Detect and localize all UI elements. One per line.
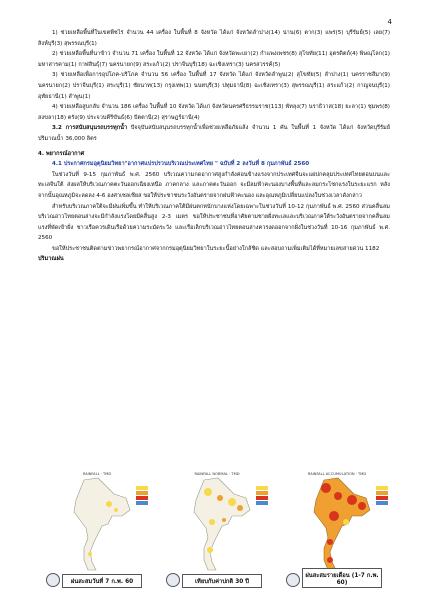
thailand-map-image — [174, 476, 260, 574]
map-caption: ฝนสะสมรายเดือน (1-7 ก.พ. 60) — [302, 568, 382, 588]
rain-area — [237, 505, 243, 511]
thailand-map-image — [294, 476, 380, 574]
tmd-logo-icon — [166, 573, 180, 587]
paragraph-1: 1) ช่วยเหลือพื้นที่ในเขตพืชไร่ จำนวน 44 เครื่อง ในพื้นที่ 8 จังหวัด ได้แก่ จังหวัดลำปาง(14) น่าน(6) ตาก(3) แพร่(5) บุรีรัมย์(5) เลย(7) สิงห์บุรี(3) สุพรรณบุรี(1) — [38, 30, 390, 47]
rain-area — [334, 492, 342, 500]
paragraph-4: 4) ช่วยเหลือสูบกลับ จำนวน 186 เครื่อง ในพื้นที่ 10 จังหวัด ได้แก่ จังหวัดนครศรีธรรมราช(113) พัทลุง(7) นราธิวาส(18) ยะลา(1) ชุมพร(8) สงขลา(18) ตรัง(9) ประจวบคีรีขันธ์(6) ปัตตานี(2) สุราษฎร์ธานี(4) — [38, 104, 390, 121]
legend-swatch — [376, 491, 388, 495]
rain-area — [343, 519, 349, 525]
document-body — [38, 28, 390, 265]
rain-area — [347, 495, 357, 505]
rainfall-map-monthly — [284, 470, 390, 588]
rain-area — [228, 498, 236, 506]
tmd-logo-icon — [286, 573, 300, 587]
legend-swatch — [256, 486, 268, 490]
rain-area — [358, 502, 366, 510]
map-top-title: RAINFALL ACCUMULATION · TMD — [307, 472, 367, 476]
rain-area — [321, 483, 331, 493]
page-number: 4 — [387, 18, 392, 26]
thailand-outline — [314, 478, 370, 570]
legend-swatch — [136, 486, 148, 490]
legend-swatch — [256, 491, 268, 495]
legend-swatch — [256, 496, 268, 500]
legend-swatch — [376, 486, 388, 490]
paragraph-2: 2) ช่วยเหลือพื้นที่นาข้าว จำนวน 71 เครื่อง ในพื้นที่ 12 จังหวัด ได้แก่ จังหวัดพะเยา(2) กำแพงเพชร(8) สุโขทัย(11) อุตรดิตถ์(4) พิษณุโลก(1) มหาสารคาม(1) กาฬสินธุ์(7) นครนายก(9) สระแก้ว(2) ปราจีนบุรี(18) ฉะเชิงเทรา(3) นครสวรรค์(5) — [38, 51, 390, 68]
legend-swatch — [256, 501, 268, 505]
thailand-outline — [194, 478, 250, 570]
map-caption: ฝนสะสมวันที่ 7 ก.พ. 60 — [62, 574, 142, 588]
rainfall-maps — [44, 470, 392, 590]
rain-section-title: ปริมาณฝน — [38, 256, 64, 263]
rainfall-map-normal — [164, 470, 270, 588]
water-truck-text: ปัจจุบันสนับสนุนรถบรรทุกน้ำเพื่อช่วยเหลือภัยแล้ง จำนวน 1 คัน ในพื้นที่ 1 จังหวัด ได้แก่ จังหวัดบุรีรัมย์ ปริมาณน้ำ 36,000 ลิตร — [38, 125, 390, 142]
legend-swatch — [376, 496, 388, 500]
rain-area — [217, 495, 223, 501]
legend-swatch — [136, 496, 148, 500]
map-top-title: RAINFALL · TMD — [82, 472, 112, 476]
map-legend — [376, 486, 388, 506]
water-truck-paragraph — [38, 123, 390, 144]
rain-area — [327, 557, 333, 563]
forecast-paragraph-3: ขอให้ประชาชนติดตามข่าวพยากรณ์อากาศจากกรมอุตุนิยมวิทยาในระยะนี้อย่างใกล้ชิด และสอบถามเพิ่มเติมได้ที่หมายเลขสายด่วน 1182 — [52, 245, 380, 252]
rain-area — [209, 519, 215, 525]
water-truck-label: 3.2 การสนับสนุนรถบรรทุกน้ำ — [52, 125, 128, 132]
forecast-paragraph-2: สำหรับบริเวณภาคใต้จะมีฝนเพิ่มขึ้น ทำให้บริเวณภาคใต้มีฝนตกหนักบางแห่งโดยเฉพาะในช่วงวันที่ 10-12 กุมภาพันธ์ พ.ศ. 2560 ส่วนคลื่นลมบริเวณอ่าวไทยตอนล่างจะมีกำลังแรงโดยมีคลื่นสูง 2-3 เมตร ขอให้ประชาชนที่อาศัยตามชายฝั่งทะเลและบริเวณภาคใต้ระวังอันตรายจากคลื่นลมแรงที่พัดเข้าฝั่ง ชาวเรือควรเดินเรือด้วยความระมัดระวัง และเรือเล็กบริเวณอ่าวไทยตอนล่างควรงดออกจากฝั่งในช่วงวันที่ 10-16 กุมภาพันธ์ พ.ศ. 2560 — [38, 203, 390, 242]
rain-area — [327, 539, 333, 545]
rain-area — [88, 552, 92, 556]
forecast-paragraph-1: ในช่วงวันที่ 9-15 กุมภาพันธ์ พ.ศ. 2560 บริเวณความกดอากาศสูงกำลังค่อนข้างแรงจากประเทศจีนจะแผ่ปกคลุมประเทศไทยตอนบนและทะเลจีนใต้ ส่งผลให้บริเวณภาคตะวันออกเฉียงเหนือ ภาคกลาง และภาคตะวันออก จะมีลมฟ้าคะนองบางพื้นที่และลมกระโชกแรงในระยะแรก หลังจากนั้นอุณหภูมิจะลดลง 4-6 องศาเซลเซียส ขอให้ประชาชนระวังอันตรายจากฝนฟ้าคะนอง และอุณหภูมิเปลี่ยนแปลงในช่วงเวลาดังกล่าว — [38, 171, 390, 199]
map-top-title: RAINFALL NORMAL · TMD — [194, 472, 240, 476]
rain-area — [222, 518, 226, 522]
rain-area — [207, 547, 213, 553]
map-caption: เทียบกับค่าปกติ 30 ปี — [182, 574, 262, 588]
legend-swatch — [376, 501, 388, 505]
rain-area — [106, 501, 112, 507]
rain-area — [204, 488, 212, 496]
thailand-map-image — [54, 476, 140, 574]
section-4-1-title: 4.1 ประกาศกรมอุตุนิยมวิทยา"อากาศแปรปรวนบริเวณประเทศไทย " ฉบับที่ 2 ลงวันที่ 8 กุมภาพันธ์ 2560 — [52, 161, 310, 168]
rain-area — [329, 511, 339, 521]
thailand-outline — [74, 478, 130, 570]
map-legend — [136, 486, 148, 506]
tmd-logo-icon — [46, 573, 60, 587]
rain-area — [114, 508, 118, 512]
legend-swatch — [136, 501, 148, 505]
legend-swatch — [136, 491, 148, 495]
rainfall-map-daily — [44, 470, 150, 588]
map-legend — [256, 486, 268, 506]
section-4-title: 4. พยากรณ์อากาศ — [38, 150, 85, 157]
paragraph-3: 3) ช่วยเหลือเพื่อการอุปโภค-บริโภค จำนวน 56 เครื่อง ในพื้นที่ 17 จังหวัด ได้แก่ จังหวัดลำพูน(2) สุโขทัย(5) ลำปาง(1) นครราชสีมา(9) นครนายก(2) ปราจีนบุรี(1) สระบุรี(1) ชัยนาท(13) กรุงเทพ(1) นนทบุรี(3) ปทุมธานี(8) ฉะเชิงเทรา(3) สุพรรณบุรี(1) สระแก้ว(2) กาญจนบุรี(1) อุทัยธานี(1) ลำพูน(1) — [38, 72, 390, 100]
